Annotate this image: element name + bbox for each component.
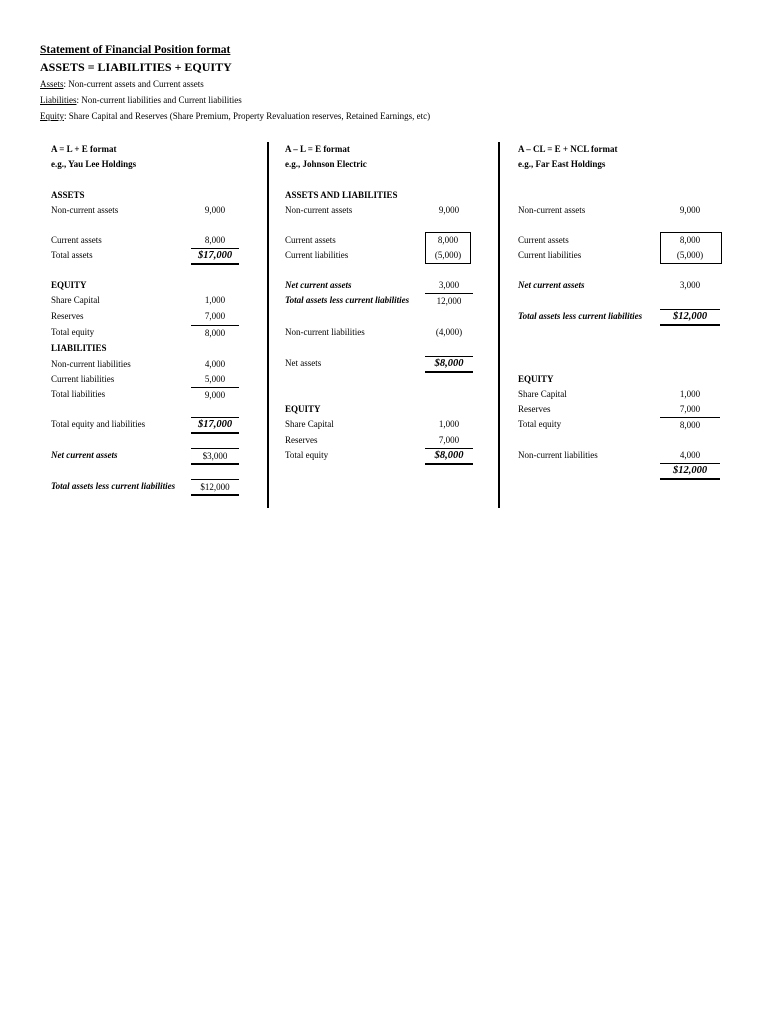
equity-definition: [40, 111, 430, 121]
col1-tel-row: Total equity and liabilities $17,000: [51, 417, 251, 431]
col2-na-row: Net assets $8,000: [285, 356, 485, 370]
document-title: Statement of Financial Position format: [40, 44, 231, 56]
col2-te-row: Total equity $8,000: [285, 448, 485, 462]
col1-tl-row: Total liabilities 9,000: [51, 387, 251, 401]
accounting-equation: ASSETS = LIABILITIES + EQUITY: [40, 60, 232, 74]
col1-nca-row: Non-current assets 9,000: [51, 205, 226, 215]
col1-sc-row: Share Capital 1,000: [51, 295, 226, 305]
col1-talcl-row: Total assets less current liabilities $12,000: [51, 479, 251, 493]
col3-te-row: Total equity 8,000: [518, 417, 728, 431]
col3-sc-row: Share Capital 1,000: [518, 389, 701, 399]
liabilities-key: Liabilities: [40, 95, 77, 105]
equity-text: : Share Capital and Reserves (Share Premium, Property Revaluation reserves, Retained Earnings, etc): [64, 111, 431, 121]
col2-ncl-row: Non-current liabilities (4,000): [285, 327, 463, 337]
col1-te-row: Total equity 8,000: [51, 325, 251, 339]
liabilities-text: : Non-current liabilities and Current liabilities: [76, 95, 242, 105]
equity-key: Equity: [40, 111, 64, 121]
col3-total-row: $12,000: [518, 463, 728, 477]
col3-talcl-row: Total assets less current liabilities $12,000: [518, 309, 728, 323]
assets-definition: [40, 79, 204, 89]
col1-cl-row: Current liabilities 5,000: [51, 374, 226, 384]
col1-ta-row: Total assets $17,000: [51, 248, 251, 262]
col1-netca-row: Net current assets $3,000: [51, 448, 251, 462]
col2-cl-row: Current liabilities (5,000): [285, 250, 462, 260]
assets-key: Assets: [40, 79, 64, 89]
col3-ncl-row: Non-current liabilities 4,000: [518, 450, 701, 460]
col2-res-row: Reserves 7,000: [285, 435, 460, 445]
col2-sc-row: Share Capital 1,000: [285, 419, 460, 429]
col3-nca-row: Non-current assets 9,000: [518, 205, 701, 215]
column-divider-2: [498, 142, 500, 508]
column-divider-1: [267, 142, 269, 508]
col2-ca-row: Current assets 8,000: [285, 235, 459, 245]
liabilities-definition: [40, 95, 242, 105]
col3-cl-row: Current liabilities (5,000): [518, 250, 704, 260]
col2-netca-row: Net current assets 3,000: [285, 280, 460, 290]
col3-netca-row: Net current assets 3,000: [518, 280, 701, 290]
col3-res-row: Reserves 7,000: [518, 404, 701, 414]
col1-ca-row: Current assets 8,000: [51, 235, 226, 245]
col3-ca-row: Current assets 8,000: [518, 235, 701, 245]
col1-ncl-row: Non-current liabilities 4,000: [51, 359, 226, 369]
col2-nca-row: Non-current assets 9,000: [285, 205, 460, 215]
col1-res-row: Reserves 7,000: [51, 311, 226, 321]
assets-text: : Non-current assets and Current assets: [63, 79, 204, 89]
col2-talcl-row: Total assets less current liabilities 12,000: [285, 293, 485, 307]
